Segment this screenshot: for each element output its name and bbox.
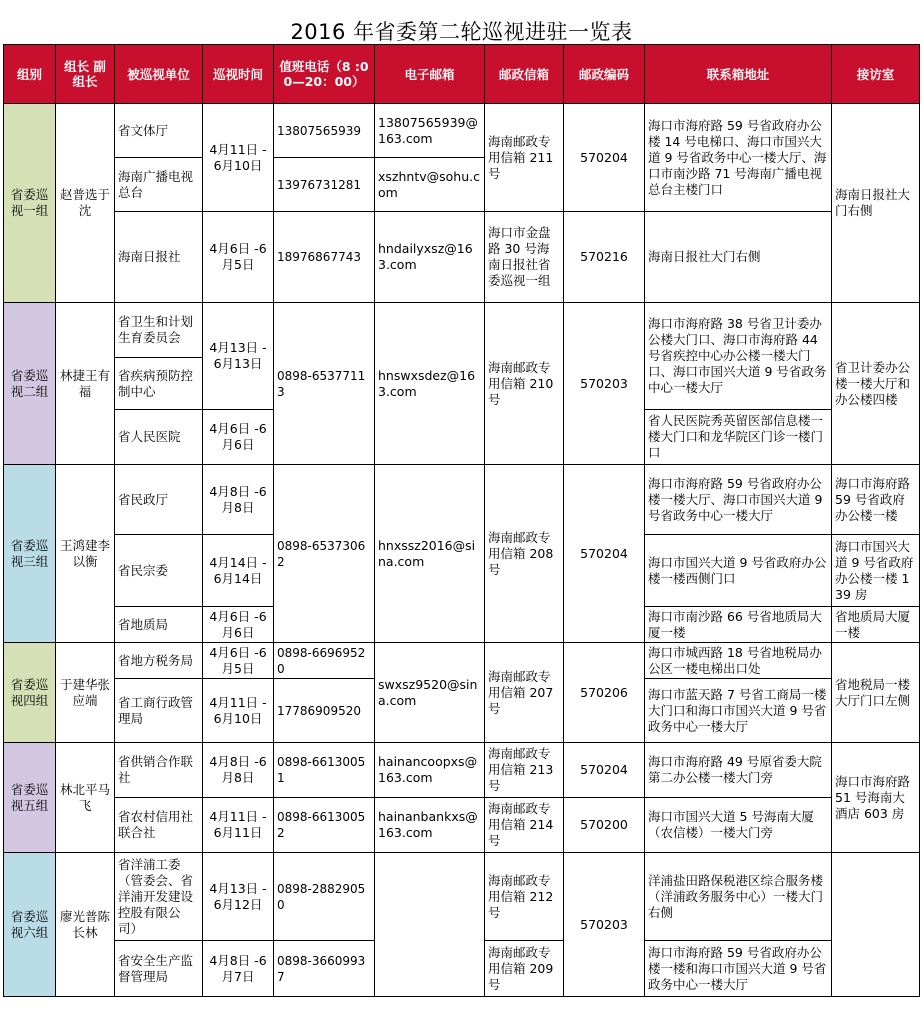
group-name: 省委巡视三组	[4, 465, 56, 643]
reception-cell: 海口市国兴大道 9 号省政府办公楼一楼 139 房	[832, 535, 920, 607]
period-cell: 4月8日 -6月8日	[203, 743, 274, 798]
unit-cell: 省洋浦工委（管委会、省洋浦开发建设控股有限公司）	[115, 853, 203, 941]
mailbox-cell: 海南邮政专用信箱 209 号	[485, 941, 564, 997]
postcode-cell: 570200	[564, 798, 645, 853]
table-row	[4, 743, 920, 798]
group-name: 省委巡视五组	[4, 743, 56, 853]
group-name: 省委巡视四组	[4, 643, 56, 743]
table-row	[4, 643, 920, 679]
period-cell: 4月11日 -6月10日	[203, 104, 274, 212]
mailbox-cell: 海南邮政专用信箱 211 号	[485, 104, 564, 212]
phone-cell: 0898-65377113	[274, 303, 375, 465]
mailbox-cell: 海南邮政专用信箱 207 号	[485, 643, 564, 743]
reception-cell: 海南日报社大门右侧	[832, 104, 920, 303]
box-address-cell: 海口市海府路 59 号省政府办公楼一楼和海口市国兴大道 9 号省政务中心一楼大厅	[645, 941, 832, 997]
email-cell[interactable]: xszhntv@sohu.com	[375, 158, 485, 212]
group-leaders: 林捷王有福	[56, 303, 115, 465]
postcode-cell: 570216	[564, 212, 645, 303]
email-cell[interactable]: 13807565939@163.com	[375, 104, 485, 158]
email-cell[interactable]: hnxssz2016@sina.com	[375, 465, 485, 643]
phone-cell: 0898-66130052	[274, 798, 375, 853]
postcode-cell: 570204	[564, 465, 645, 643]
header-phone: 值班电话（8 :00—20：00）	[274, 45, 375, 104]
period-cell: 4月11日 -6月11日	[203, 798, 274, 853]
period-cell: 4月11日 -6月10日	[203, 679, 274, 743]
postcode-cell: 570204	[564, 104, 645, 212]
unit-cell: 省民宗委	[115, 535, 203, 607]
table-row	[4, 104, 920, 158]
mailbox-cell: 海南邮政专用信箱 208 号	[485, 465, 564, 643]
mailbox-cell: 海南邮政专用信箱 212 号	[485, 853, 564, 941]
group-name: 省委巡视六组	[4, 853, 56, 997]
group-leaders: 赵普选于沈	[56, 104, 115, 303]
unit-cell: 省工商行政管理局	[115, 679, 203, 743]
phone-cell: 18976867743	[274, 212, 375, 303]
period-cell: 4月14日 -6月14日	[203, 535, 274, 607]
header-mailbox: 邮政信箱	[485, 45, 564, 104]
mailbox-cell: 海南邮政专用信箱 213 号	[485, 743, 564, 798]
box-address-cell: 海口市南沙路 66 号省地质局大厦一楼	[645, 607, 832, 643]
postcode-cell: 570206	[564, 643, 645, 743]
header-reception: 接访室	[832, 45, 920, 104]
phone-cell: 17786909520	[274, 679, 375, 743]
group-leaders: 廖光普陈长林	[56, 853, 115, 997]
box-address-cell: 海口市城西路 18 号省地税局办公区一楼电梯出口处	[645, 643, 832, 679]
mailbox-cell: 海口市金盘路 30 号海南日报社省委巡视一组	[485, 212, 564, 303]
unit-cell: 省文体厅	[115, 104, 203, 158]
email-cell[interactable]: hainanbankxs@163.com	[375, 798, 485, 853]
box-address-cell: 海南日报社大门右侧	[645, 212, 832, 303]
reception-cell: 省地质局大厦一楼	[832, 607, 920, 643]
box-address-cell: 海口市海府路 59 号省政府办公楼一楼大厅、海口市国兴大道 9 号省政务中心一楼大厅	[645, 465, 832, 535]
period-cell: 4月13日 -6月12日	[203, 853, 274, 941]
table-row	[4, 853, 920, 941]
unit-cell: 海南日报社	[115, 212, 203, 303]
table-row	[4, 798, 920, 853]
box-address-cell: 洋浦盐田路保税港区综合服务楼（洋浦政务服务中心）一楼大门右侧	[645, 853, 832, 941]
box-address-cell: 海口市海府路 59 号省政府办公楼 14 号电梯口、海口市国兴大道 9 号省政务中心一楼大厅、海口市南沙路 71 号海南广播电视总台主楼门口	[645, 104, 832, 212]
unit-cell: 省卫生和计划生育委员会	[115, 303, 203, 358]
phone-cell: 0898-36609937	[274, 941, 375, 997]
group-leaders: 林北平马飞	[56, 743, 115, 853]
header-leaders: 组长 副组长	[56, 45, 115, 104]
period-cell: 4月8日 -6月8日	[203, 465, 274, 535]
header-postcode: 邮政编码	[564, 45, 645, 104]
email-cell[interactable]: hndailyxsz@163.com	[375, 212, 485, 303]
table-row	[4, 465, 920, 535]
header-box-address: 联系箱地址	[645, 45, 832, 104]
reception-cell	[832, 853, 920, 997]
postcode-cell: 570203	[564, 853, 645, 997]
period-cell: 4月8日 -6月7日	[203, 941, 274, 997]
period-cell: 4月6日 -6月6日	[203, 607, 274, 643]
phone-cell: 13976731281	[274, 158, 375, 212]
table-row	[4, 303, 920, 358]
reception-cell: 海口市海府路 59 号省政府办公楼一楼	[832, 465, 920, 535]
unit-cell: 省安全生产监督管理局	[115, 941, 203, 997]
period-cell: 4月6日 -6月5日	[203, 643, 274, 679]
phone-cell: 0898-65373062	[274, 465, 375, 643]
unit-cell: 省疾病预防控制中心	[115, 358, 203, 410]
reception-cell: 省地税局一楼大厅门口左侧	[832, 643, 920, 743]
unit-cell: 省民政厅	[115, 465, 203, 535]
email-cell[interactable]: swxsz9520@sina.com	[375, 643, 485, 743]
phone-cell: 13807565939	[274, 104, 375, 158]
unit-cell: 省地质局	[115, 607, 203, 643]
header-email: 电子邮箱	[375, 45, 485, 104]
group-name: 省委巡视二组	[4, 303, 56, 465]
email-cell	[375, 853, 485, 997]
postcode-cell: 570203	[564, 303, 645, 465]
phone-cell: 0898-66130051	[274, 743, 375, 798]
box-address-cell: 海口市海府路 38 号省卫计委办公楼大门口、海口市海府路 44 号省疾控中心办公楼一楼大门口、海口市国兴大道 9 号省政务中心一楼大厅	[645, 303, 832, 410]
email-cell[interactable]: hnswxsdez@163.com	[375, 303, 485, 465]
mailbox-cell: 海南邮政专用信箱 214 号	[485, 798, 564, 853]
unit-cell: 省供销合作联社	[115, 743, 203, 798]
box-address-cell: 省人民医院秀英留医部信息楼一楼大门口和龙华院区门诊一楼门口	[645, 410, 832, 465]
box-address-cell: 海口市蓝天路 7 号省工商局一楼大门口和海口市国兴大道 9 号省政务中心一楼大厅	[645, 679, 832, 743]
header-group: 组别	[4, 45, 56, 104]
email-cell[interactable]: hainancoopxs@163.com	[375, 743, 485, 798]
unit-cell: 省地方税务局	[115, 643, 203, 679]
table-row	[4, 212, 920, 303]
phone-cell: 0898-66969520	[274, 643, 375, 679]
period-cell: 4月6日 -6月5日	[203, 212, 274, 303]
header-period: 巡视时间	[203, 45, 274, 104]
postcode-cell: 570204	[564, 743, 645, 798]
period-cell: 4月6日 -6月6日	[203, 410, 274, 465]
page-title: 2016 年省委第二轮巡视进驻一览表	[290, 20, 633, 44]
period-cell: 4月13日 -6月13日	[203, 303, 274, 410]
group-leaders: 于建华张应端	[56, 643, 115, 743]
group-leaders: 王鸿建李以衡	[56, 465, 115, 643]
group-name: 省委巡视一组	[4, 104, 56, 303]
reception-cell: 省卫计委办公楼一楼大厅和办公楼四楼	[832, 303, 920, 465]
unit-cell: 海南广播电视总台	[115, 158, 203, 212]
phone-cell: 0898-28829050	[274, 853, 375, 941]
unit-cell: 省农村信用社联合社	[115, 798, 203, 853]
header-row	[4, 45, 920, 104]
mailbox-cell: 海南邮政专用信箱 210 号	[485, 303, 564, 465]
inspection-table	[3, 44, 920, 997]
unit-cell: 省人民医院	[115, 410, 203, 465]
box-address-cell: 海口市国兴大道 5 号海南大厦（农信楼）一楼大门旁	[645, 798, 832, 853]
header-unit: 被巡视单位	[115, 45, 203, 104]
box-address-cell: 海口市国兴大道 9 号省政府办公楼一楼西侧门口	[645, 535, 832, 607]
box-address-cell: 海口市海府路 49 号原省委大院第二办公楼一楼大门旁	[645, 743, 832, 798]
reception-cell: 海口市海府路 51 号海南大酒店 603 房	[832, 743, 920, 853]
